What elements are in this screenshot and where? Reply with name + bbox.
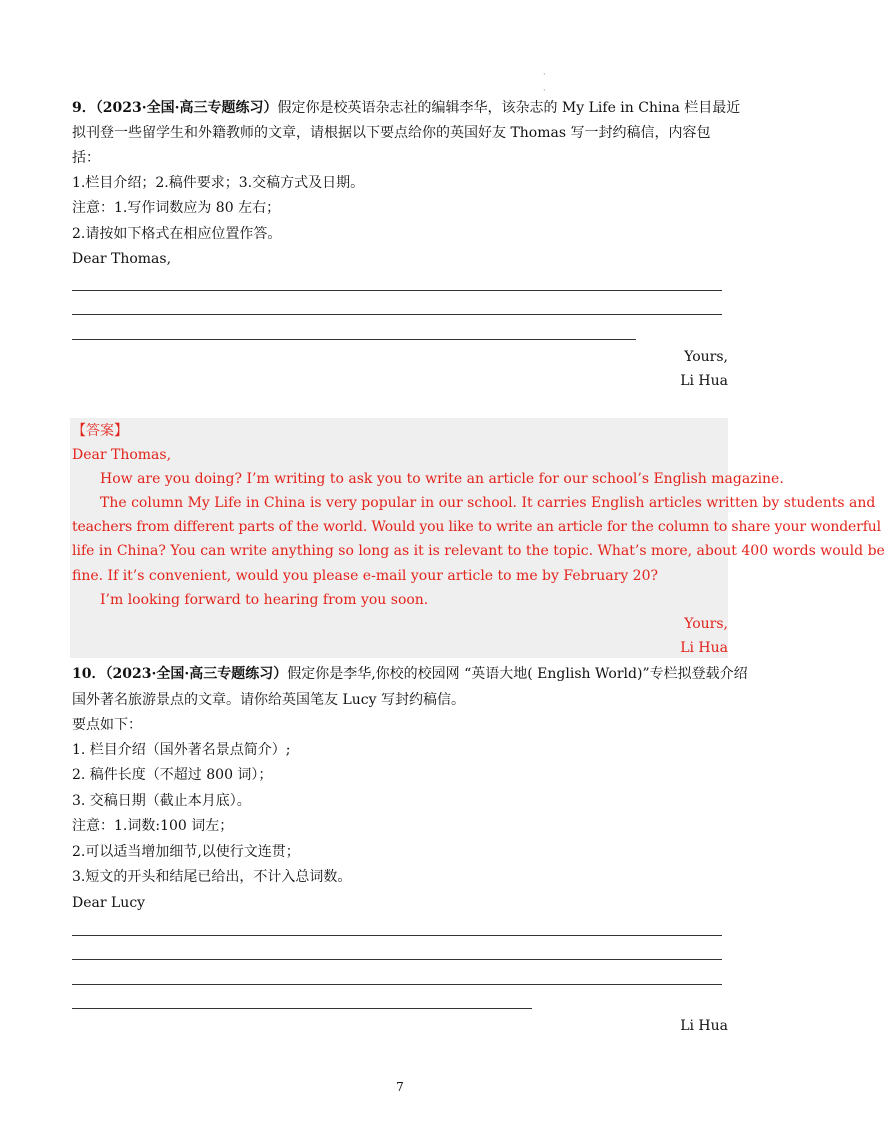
- letter-signature: Li Hua: [680, 1018, 728, 1034]
- question-9-title: [72, 98, 740, 118]
- letter-closing: Yours,: [684, 349, 728, 365]
- question-points: 1.栏目介绍；2.稿件要求；3.交稿方式及日期。: [72, 175, 365, 191]
- answer-line: [72, 290, 722, 291]
- answer-line: [72, 339, 636, 340]
- question-number: 9．: [72, 100, 96, 116]
- answer-closing: Yours,: [684, 616, 728, 632]
- question-note: 注意：1.写作词数应为 80 左右；: [72, 200, 281, 216]
- answer-line: [72, 1008, 532, 1009]
- answer-salutation: Dear Thomas,: [72, 447, 172, 463]
- question-note: 注意：1.词数:100 词左；: [72, 818, 234, 834]
- question-note: 3.短文的开头和结尾已给出，不计入总词数。: [72, 869, 352, 885]
- point-item: 2. 稿件长度（不超过 800 词）；: [72, 767, 273, 783]
- page-mark: ·: [543, 70, 546, 79]
- question-prompt: 假定你是校英语杂志社的编辑李华，该杂志的 My Life in China 栏目最近: [277, 100, 741, 116]
- question-prompt: 假定你是李华,你校的校园网 “英语大地( English World)”专栏拟登载介绍: [287, 666, 748, 682]
- question-source: （2023·全国·高三专题练习）: [95, 100, 278, 116]
- question-source: （2023·全国·高三专题练习）: [105, 666, 288, 682]
- question-number: 10．: [72, 666, 106, 682]
- answer-signature: Li Hua: [680, 640, 728, 656]
- answer-paragraph-line: fine. If it’s convenient, would you please e-mail your article to me by February 20?: [72, 568, 659, 584]
- answer-line: [72, 984, 722, 985]
- letter-signature: Li Hua: [680, 373, 728, 389]
- question-10-title: [72, 664, 748, 684]
- answer-line: [72, 935, 722, 936]
- question-note: 2.请按如下格式在相应位置作答。: [72, 226, 282, 242]
- question-prompt-line: 拟刊登一些留学生和外籍教师的文章，请根据以下要点给你的英国好友 Thomas 写一封约稿信，内容包: [72, 125, 711, 141]
- letter-salutation: Dear Thomas,: [72, 251, 172, 267]
- answer-paragraph-line: teachers from different parts of the world. Would you like to write an article for the column to share your wonderful: [72, 519, 881, 535]
- answer-paragraph: I’m looking forward to hearing from you soon.: [100, 592, 429, 608]
- points-title: 要点如下：: [72, 717, 142, 733]
- answer-paragraph: The column My Life in China is very popular in our school. It carries English articles written by students and: [100, 495, 876, 511]
- question-prompt-line: 括：: [72, 150, 100, 166]
- question-prompt-line: 国外著名旅游景点的文章。请你给英国笔友 Lucy 写封约稿信。: [72, 692, 465, 708]
- question-note: 2.可以适当增加细节,以使行文连贯；: [72, 844, 300, 860]
- answer-paragraph: How are you doing? I’m writing to ask you to write an article for our school’s English magazine.: [100, 471, 784, 487]
- page-number: 7: [396, 1080, 404, 1094]
- page-mark: ·: [543, 86, 546, 95]
- answer-line: [72, 314, 722, 315]
- answer-paragraph-line: life in China? You can write anything so long as it is relevant to the topic. What’s more, about 400 words would be: [72, 543, 885, 559]
- letter-salutation: Dear Lucy: [72, 895, 146, 911]
- point-item: 3. 交稿日期（截止本月底）。: [72, 793, 251, 809]
- point-item: 1. 栏目介绍（国外著名景点简介）;: [72, 742, 291, 758]
- answer-line: [72, 959, 722, 960]
- answer-label: 【答案】: [72, 423, 128, 439]
